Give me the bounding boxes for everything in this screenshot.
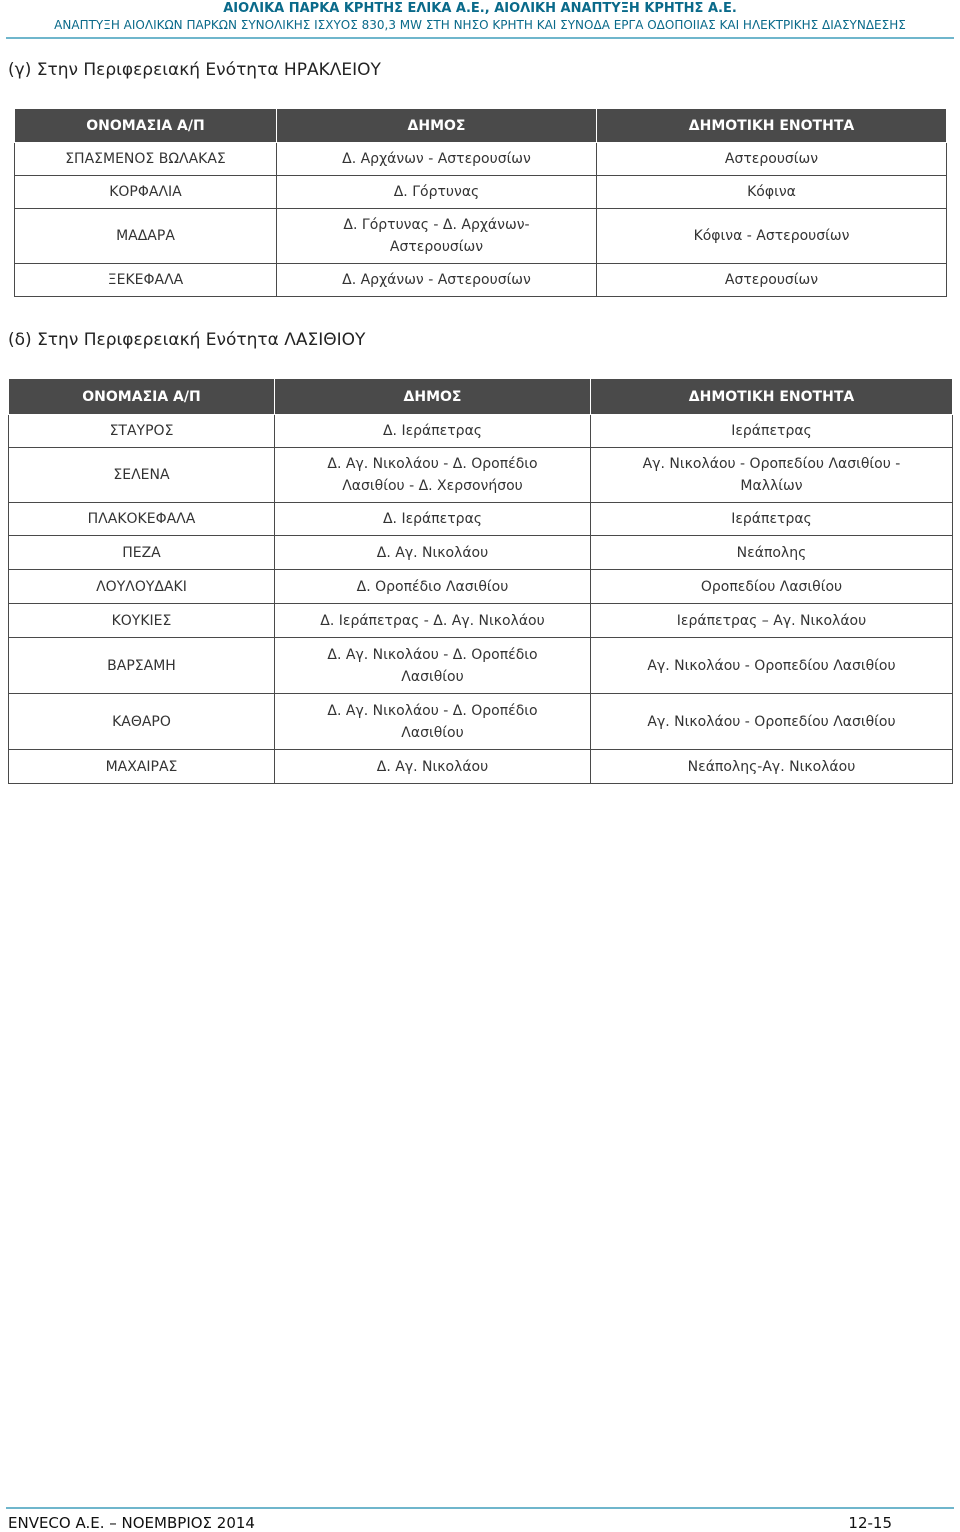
document-header	[0, 0, 960, 33]
cell-municipality: Δ. Ιεράπετρας	[275, 415, 591, 448]
table-row	[9, 503, 953, 536]
column-header-name: ΟΝΟΜΑΣΙΑ Α/Π	[9, 379, 275, 415]
table-row	[15, 143, 947, 176]
cell-municipal-unit: Ιεράπετρας	[591, 503, 953, 536]
table-row	[15, 209, 947, 264]
table-row	[9, 570, 953, 604]
cell-municipality: Δ. Γόρτυνας	[277, 176, 597, 209]
cell-wind-farm-name: ΞΕΚΕΦΑΛΑ	[15, 264, 277, 297]
cell-municipality: Δ. Ιεράπετρας	[275, 503, 591, 536]
table-row	[9, 448, 953, 503]
cell-municipality: Δ. Αγ. Νικολάου	[275, 536, 591, 570]
cell-municipality: Δ. Αρχάνων - Αστερουσίων	[277, 264, 597, 297]
cell-municipal-unit: Αγ. Νικολάου - Οροπεδίου Λασιθίου	[591, 638, 953, 694]
table-row	[9, 638, 953, 694]
table-row	[9, 604, 953, 638]
cell-municipal-unit: Αγ. Νικολάου - Οροπεδίου Λασιθίου - Μαλλίων	[591, 448, 953, 503]
column-header-municipality: ΔΗΜΟΣ	[275, 379, 591, 415]
cell-wind-farm-name: ΣΕΛΕΝΑ	[9, 448, 275, 503]
cell-wind-farm-name: ΜΑΧΑΙΡΑΣ	[9, 750, 275, 784]
cell-municipality: Δ. Ιεράπετρας - Δ. Αγ. Νικολάου	[275, 604, 591, 638]
cell-municipality: Δ. Οροπέδιο Λασιθίου	[275, 570, 591, 604]
column-header-municipality: ΔΗΜΟΣ	[277, 109, 597, 143]
cell-wind-farm-name: ΠΕΖΑ	[9, 536, 275, 570]
table-heraklion	[14, 108, 947, 297]
page-number: 12-15	[848, 1514, 892, 1532]
cell-municipal-unit: Αστερουσίων	[597, 143, 947, 176]
document-footer	[8, 1514, 952, 1532]
cell-municipal-unit: Νεάπολης	[591, 536, 953, 570]
table-row	[15, 264, 947, 297]
column-header-unit: ΔΗΜΟΤΙΚΗ ΕΝΟΤΗΤΑ	[591, 379, 953, 415]
table-row	[9, 694, 953, 750]
table-row	[9, 415, 953, 448]
header-title: ΑΙΟΛΙΚΑ ΠΑΡΚΑ ΚΡΗΤΗΣ ΕΛΙΚΑ Α.Ε., ΑΙΟΛΙΚΗ ΑΝΑΠΤΥΞΗ ΚΡΗΤΗΣ Α.Ε.	[223, 1, 737, 16]
cell-municipality: Δ. Γόρτυνας - Δ. Αρχάνων- Αστερουσίων	[277, 209, 597, 264]
column-header-name: ΟΝΟΜΑΣΙΑ Α/Π	[15, 109, 277, 143]
footer-divider	[6, 1507, 954, 1509]
cell-wind-farm-name: ΚΟΥΚΙΕΣ	[9, 604, 275, 638]
cell-wind-farm-name: ΒΑΡΣΑΜΗ	[9, 638, 275, 694]
header-subtitle: ΑΝΑΠΤΥΞΗ ΑΙΟΛΙΚΩΝ ΠΑΡΚΩΝ ΣΥΝΟΛΙΚΗΣ ΙΣΧΥΟΣ 830,3 MW ΣΤΗ ΝΗΣΟ ΚΡΗΤΗ ΚΑΙ ΣΥΝΟΔΑ ΕΡΓΑ ΟΔΟΠΟΙΙΑΣ ΚΑΙ ΗΛΕΚΤΡΙΚΗΣ ΔΙΑΣΥΝΔΕΣΗΣ	[54, 18, 906, 32]
cell-wind-farm-name: ΠΛΑΚΟΚΕΦΑΛΑ	[9, 503, 275, 536]
header-divider	[6, 37, 954, 39]
cell-wind-farm-name: ΜΑΔΑΡΑ	[15, 209, 277, 264]
cell-wind-farm-name: ΛΟΥΛΟΥΔΑΚΙ	[9, 570, 275, 604]
table-row	[9, 750, 953, 784]
cell-wind-farm-name: ΚΑΘΑΡΟ	[9, 694, 275, 750]
table-row	[9, 536, 953, 570]
cell-wind-farm-name: ΣΠΑΣΜΕΝΟΣ ΒΩΛΑΚΑΣ	[15, 143, 277, 176]
cell-municipal-unit: Αστερουσίων	[597, 264, 947, 297]
table-header-row	[9, 379, 953, 415]
cell-wind-farm-name: ΣΤΑΥΡΟΣ	[9, 415, 275, 448]
cell-municipal-unit: Οροπεδίου Λασιθίου	[591, 570, 953, 604]
table-row	[15, 176, 947, 209]
cell-municipality: Δ. Αγ. Νικολάου	[275, 750, 591, 784]
cell-municipality: Δ. Αγ. Νικολάου - Δ. Οροπέδιο Λασιθίου - Δ. Χερσονήσου	[275, 448, 591, 503]
cell-municipal-unit: Αγ. Νικολάου - Οροπεδίου Λασιθίου	[591, 694, 953, 750]
footer-company-date: ENVECO A.E. – ΝΟΕΜΒΡΙΟΣ 2014	[8, 1514, 255, 1532]
cell-municipality: Δ. Αγ. Νικολάου - Δ. Οροπέδιο Λασιθίου	[275, 694, 591, 750]
section-title-heraklion: (γ) Στην Περιφερειακή Ενότητα ΗΡΑΚΛΕΙΟΥ	[8, 60, 381, 80]
table-lasithi	[8, 378, 953, 784]
cell-municipal-unit: Ιεράπετρας	[591, 415, 953, 448]
cell-municipality: Δ. Αγ. Νικολάου - Δ. Οροπέδιο Λασιθίου	[275, 638, 591, 694]
column-header-unit: ΔΗΜΟΤΙΚΗ ΕΝΟΤΗΤΑ	[597, 109, 947, 143]
cell-municipal-unit: Κόφινα	[597, 176, 947, 209]
cell-municipal-unit: Κόφινα - Αστερουσίων	[597, 209, 947, 264]
table-header-row	[15, 109, 947, 143]
cell-municipality: Δ. Αρχάνων - Αστερουσίων	[277, 143, 597, 176]
cell-municipal-unit: Νεάπολης-Αγ. Νικολάου	[591, 750, 953, 784]
section-title-lasithi: (δ) Στην Περιφερειακή Ενότητα ΛΑΣΙΘΙΟΥ	[8, 330, 366, 350]
cell-wind-farm-name: ΚΟΡΦΑΛΙΑ	[15, 176, 277, 209]
cell-municipal-unit: Ιεράπετρας – Αγ. Νικολάου	[591, 604, 953, 638]
